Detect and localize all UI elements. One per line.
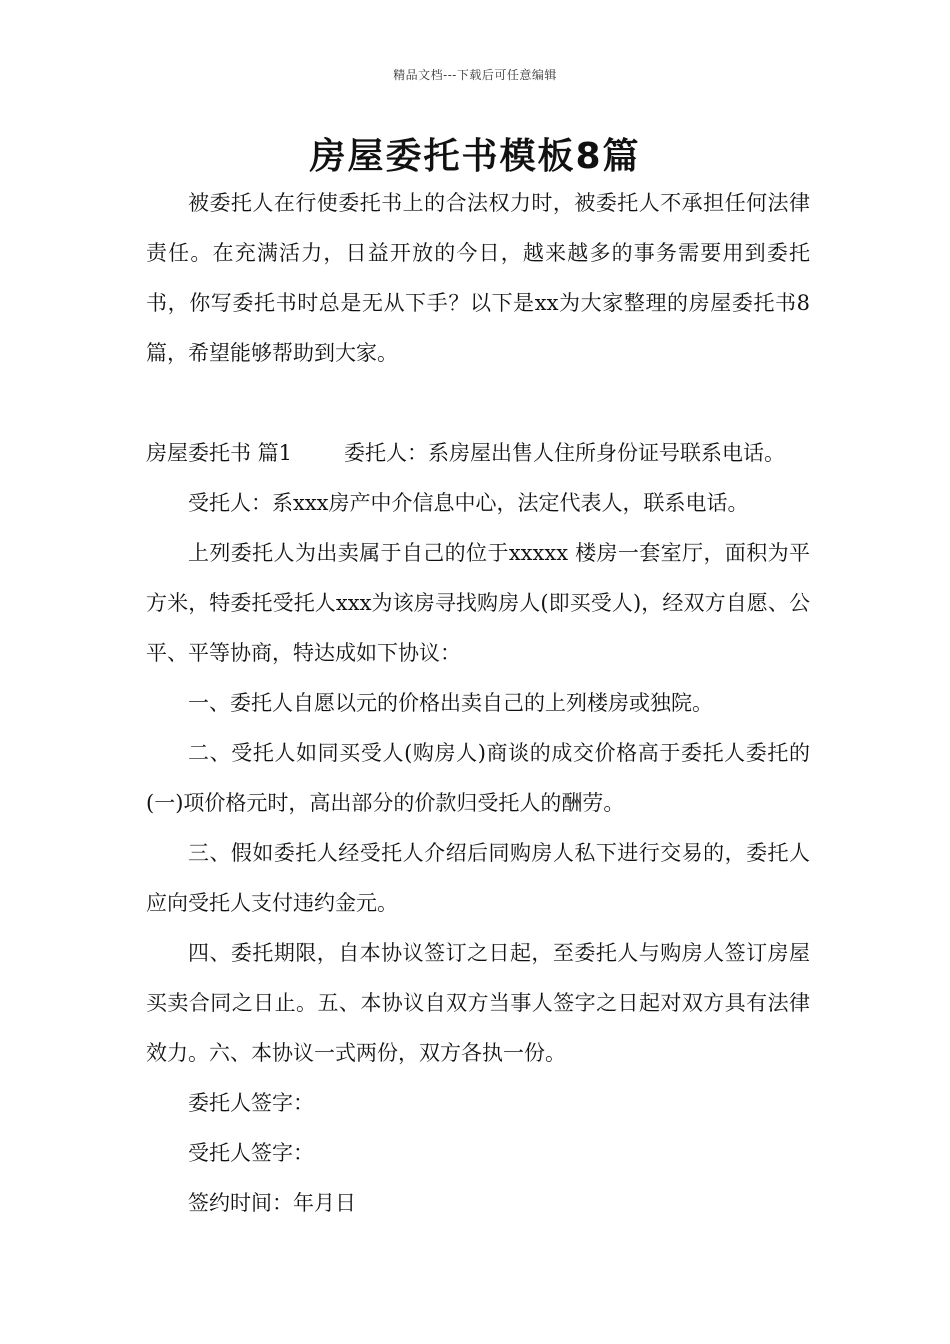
document-title: 房屋委托书模板8篇 bbox=[309, 136, 641, 177]
clause-2-paragraph: 二、受托人如同买受人(购房人)商谈的成交价格高于委托人委托的(一)项价格元时，高出部分的价款归受托人的酬劳。 bbox=[146, 741, 810, 815]
clause-1-paragraph: 一、委托人自愿以元的价格出卖自己的上列楼房或独院。 bbox=[188, 691, 713, 715]
section-1-first-line: 委托人：系房屋出售人住所身份证号联系电话。 bbox=[344, 441, 786, 465]
principal-signature-line: 委托人签字： bbox=[188, 1091, 314, 1115]
intro-paragraph: 被委托人在行使委托书上的合法权力时，被委托人不承担任何法律责任。在充满活力，日益开放的今日，越来越多的事务需要用到委托书，你写委托书时总是无从下手？以下是xx为大家整理的房屋委托书8篇，希望能够帮助到大家。 bbox=[146, 191, 810, 365]
section-1-label: 房屋委托书 篇1 bbox=[146, 441, 293, 465]
agent-signature-line: 受托人签字： bbox=[188, 1141, 314, 1165]
agent-paragraph: 受托人：系xxx房产中介信息中心，法定代表人，联系电话。 bbox=[188, 491, 749, 515]
header-note: 精品文档---下载后可任意编辑 bbox=[393, 68, 557, 82]
document-body bbox=[146, 178, 810, 1228]
clause-3-paragraph: 三、假如委托人经受托人介绍后同购房人私下进行交易的，委托人应向受托人支付违约金元。 bbox=[146, 841, 810, 915]
signing-date-line: 签约时间：年月日 bbox=[188, 1191, 356, 1215]
clause-4-paragraph: 四、委托期限，自本协议签订之日起，至委托人与购房人签订房屋买卖合同之日止。五、本协议自双方当事人签字之日起对双方具有法律效力。六、本协议一式两份，双方各执一份。 bbox=[146, 941, 810, 1065]
section-1-opening bbox=[146, 428, 810, 478]
property-paragraph: 上列委托人为出卖属于自己的位于xxxxx 楼房一套室厅，面积为平方米，特委托受托人xxx为该房寻找购房人(即买受人)，经双方自愿、公平、平等协商，特达成如下协议： bbox=[146, 541, 810, 665]
paragraph-gap bbox=[146, 378, 810, 428]
